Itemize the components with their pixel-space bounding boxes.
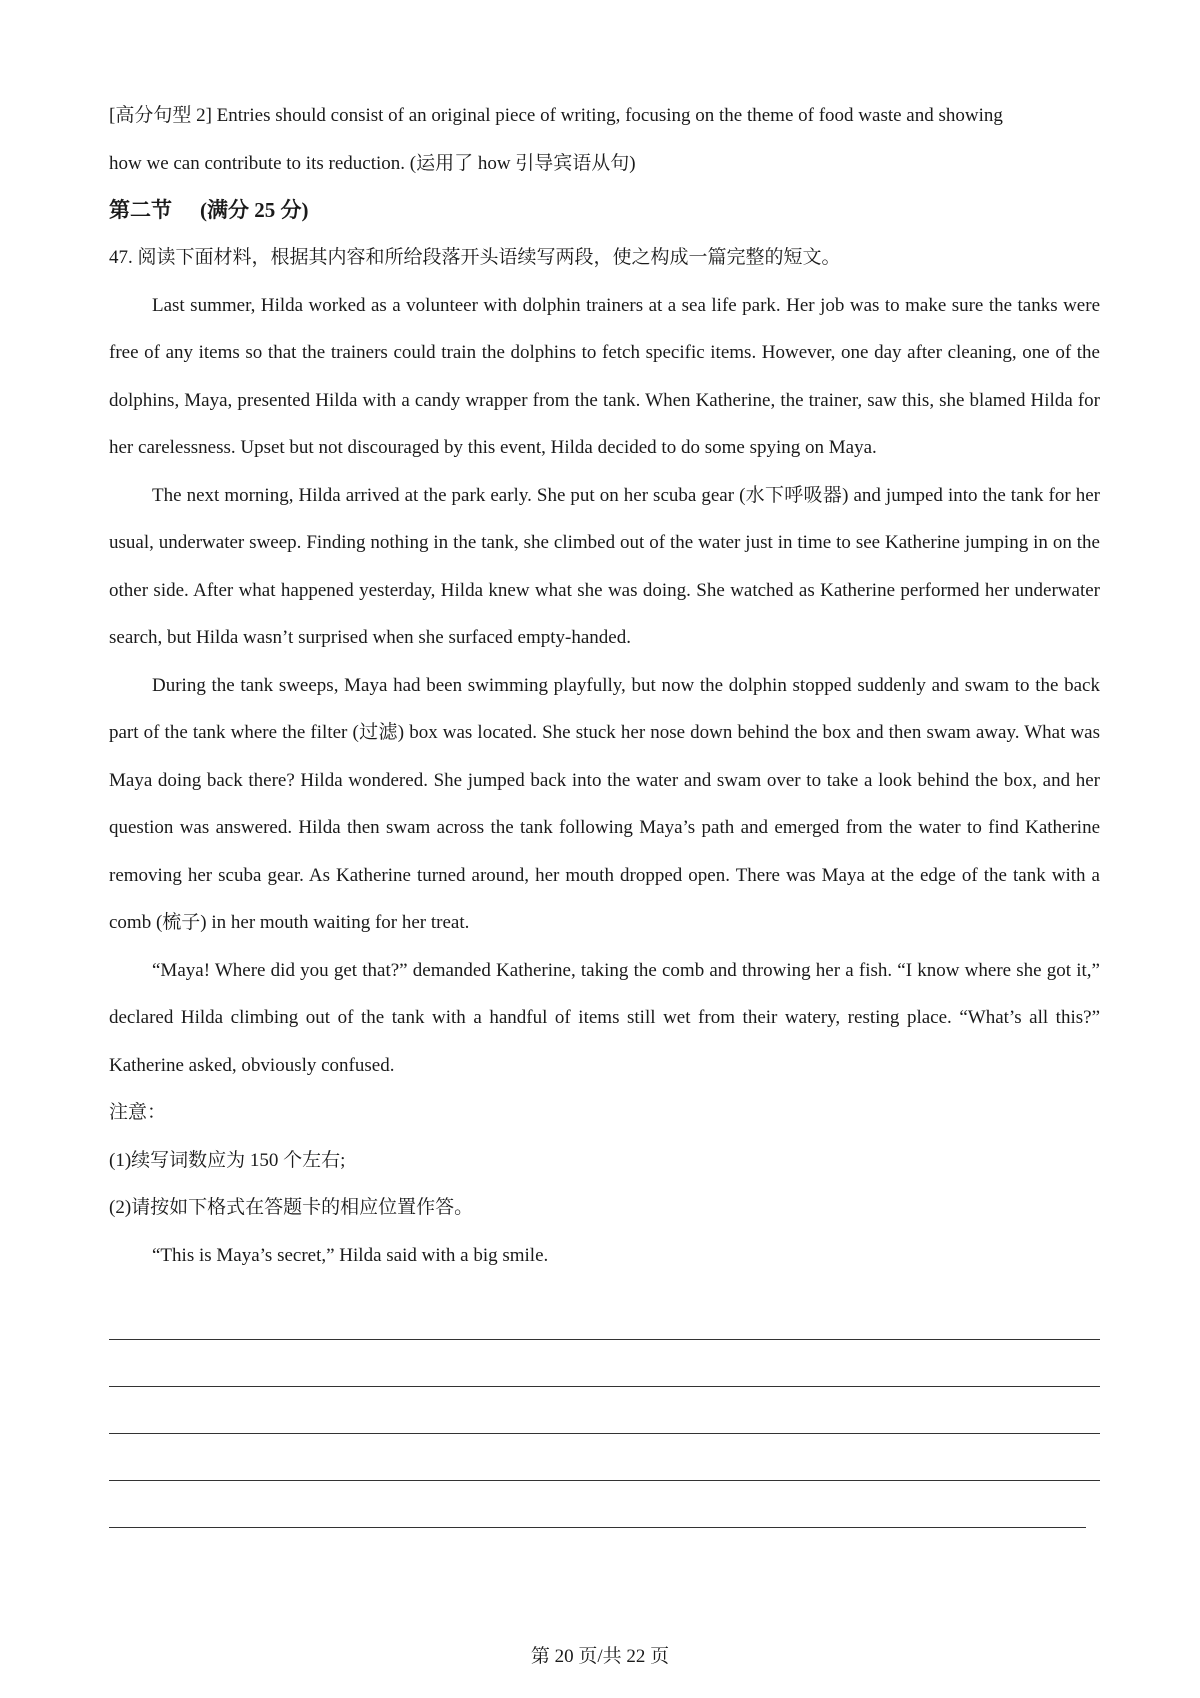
- section-heading: [109, 187, 1100, 234]
- intro-line-1: [高分句型 2] Entries should consist of an original piece of writing, focusing on the theme of food waste and showing: [109, 105, 1003, 126]
- answer-line: [109, 1387, 1100, 1434]
- note-word-count: (1)续写词数应为 150 个左右;: [109, 1149, 346, 1171]
- page-number: 第 20 页/共 22 页: [530, 1646, 670, 1667]
- answer-line: [109, 1481, 1086, 1528]
- section-title: 第二节: [109, 198, 172, 222]
- story-paragraph: The next morning, Hilda arrived at the park early. She put on her scuba gear (水下呼吸器) and jumped into the tank for her usual, underwater sweep. Finding nothing in the tank, she climbed out of the water just in time to see Katherine jumping in on the other side. After what happened yesterday, Hilda knew what she was doing. She watched as Katherine performed her underwater search, but Hilda wasn’t surprised when she surfaced empty-handed.: [109, 484, 1100, 648]
- section-score: (满分 25 分): [200, 198, 309, 222]
- answer-line: [109, 1434, 1100, 1481]
- story-paragraph: Last summer, Hilda worked as a volunteer with dolphin trainers at a sea life park. Her job was to make sure the tanks were free of any items so that the trainers could train the dolphins to fetch specific items. However, one day after cleaning, one of the dolphins, Maya, presented Hilda with a candy wrapper from the tank. When Katherine, the trainer, saw this, she blamed Hilda for her carelessness. Upset but not discouraged by this event, Hilda decided to do some spying on Maya.: [109, 294, 1100, 458]
- story-paragraph: “Maya! Where did you get that?” demanded Katherine, taking the comb and throwing her a fish. “I know where she got it,” declared Hilda climbing out of the tank with a handful of items still wet from their watery, resting place. “What’s all this?” Katherine asked, obviously confused.: [109, 959, 1100, 1076]
- question-prompt: 47. 阅读下面材料，根据其内容和所给段落开头语续写两段，使之构成一篇完整的短文。: [109, 247, 841, 268]
- answer-area: [109, 1293, 1100, 1528]
- answer-line: [109, 1340, 1100, 1387]
- notes-heading: 注意：: [109, 1102, 167, 1123]
- document-page: [109, 92, 1100, 1528]
- answer-line: [109, 1293, 1100, 1340]
- intro-line-2: how we can contribute to its reduction. (运用了 how 引导宾语从句): [109, 152, 636, 174]
- note-answer-format: (2)请按如下格式在答题卡的相应位置作答。: [109, 1197, 474, 1218]
- story-paragraph: During the tank sweeps, Maya had been swimming playfully, but now the dolphin stopped suddenly and swam to the back part of the tank where the filter (过滤) box was located. She stuck her nose down behind the box and then swam away. What was Maya doing back there? Hilda wondered. She jumped back into the water and swam over to take a look behind the box, and her question was answered. Hilda then swam across the tank following Maya’s path and emerged from the water to find Katherine removing her scuba gear. As Katherine turned around, her mouth dropped open. There was Maya at the edge of the tank with a comb (梳子) in her mouth waiting for her treat.: [109, 674, 1100, 933]
- opening-sentence: “This is Maya’s secret,” Hilda said with a big smile.: [152, 1244, 549, 1266]
